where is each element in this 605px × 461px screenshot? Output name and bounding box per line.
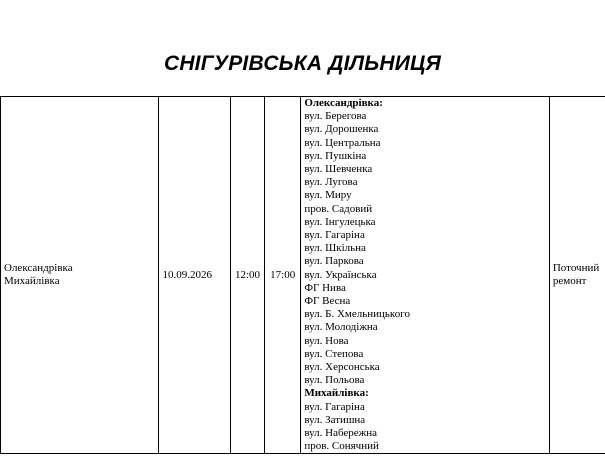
settlements-cell	[1, 97, 159, 454]
street-item: вул. Інгулецька	[304, 215, 376, 228]
street-item: вул. Шкільна	[304, 242, 366, 255]
settlement-name: Олександрівка	[4, 262, 73, 275]
street-item: вул. Набережна	[304, 427, 378, 440]
street-item: вул. Затишна	[304, 413, 366, 426]
end-time-cell: 17:00	[265, 97, 301, 454]
street-item: пров. Сонячний	[304, 440, 379, 453]
work-type-cell	[549, 97, 605, 454]
street-item: вул. Степова	[304, 347, 364, 360]
street-item: вул. Берегова	[304, 110, 367, 123]
settlement-name: Михайлівка	[4, 275, 60, 288]
settlement-group-header: Олександрівка:	[304, 97, 383, 109]
street-item: вул. Нова	[304, 334, 349, 347]
street-item: вул. Шевченка	[304, 163, 373, 176]
street-item: вул. Паркова	[304, 255, 364, 268]
street-item: вул. Польова	[304, 374, 365, 387]
settlement-group-header: Михайлівка:	[304, 387, 369, 400]
street-item: вул. Центральна	[304, 136, 381, 149]
street-item: вул. Українська	[304, 268, 377, 281]
street-item: вул. Б. Хмельницького	[304, 308, 410, 321]
street-item: вул. Молодіжна	[304, 321, 378, 334]
street-item: пров. Садовий	[304, 202, 373, 215]
street-item: вул. Пушкіна	[304, 149, 367, 162]
street-item: вул. Гагаріна	[304, 229, 365, 242]
outage-schedule-table	[0, 96, 605, 454]
streets-list	[304, 97, 546, 453]
street-item: вул. Дорошенка	[304, 123, 379, 136]
date-cell: 10.09.2026	[159, 97, 230, 454]
table-row	[1, 97, 605, 454]
streets-cell	[301, 97, 550, 454]
street-item: ФГ Нива	[304, 281, 346, 294]
street-item: вул. Гагаріна	[304, 400, 365, 413]
street-item: ФГ Весна	[304, 295, 351, 308]
page-title: СНІГУРІВСЬКА ДІЛЬНИЦЯ	[163, 52, 442, 75]
street-item: вул. Миру	[304, 189, 352, 202]
start-time-cell: 12:00	[230, 97, 264, 454]
street-item: вул. Лугова	[304, 176, 358, 189]
work-type-line: Поточний	[552, 262, 600, 275]
work-type-line: ремонт	[552, 275, 587, 288]
street-item: вул. Херсонська	[304, 361, 380, 374]
